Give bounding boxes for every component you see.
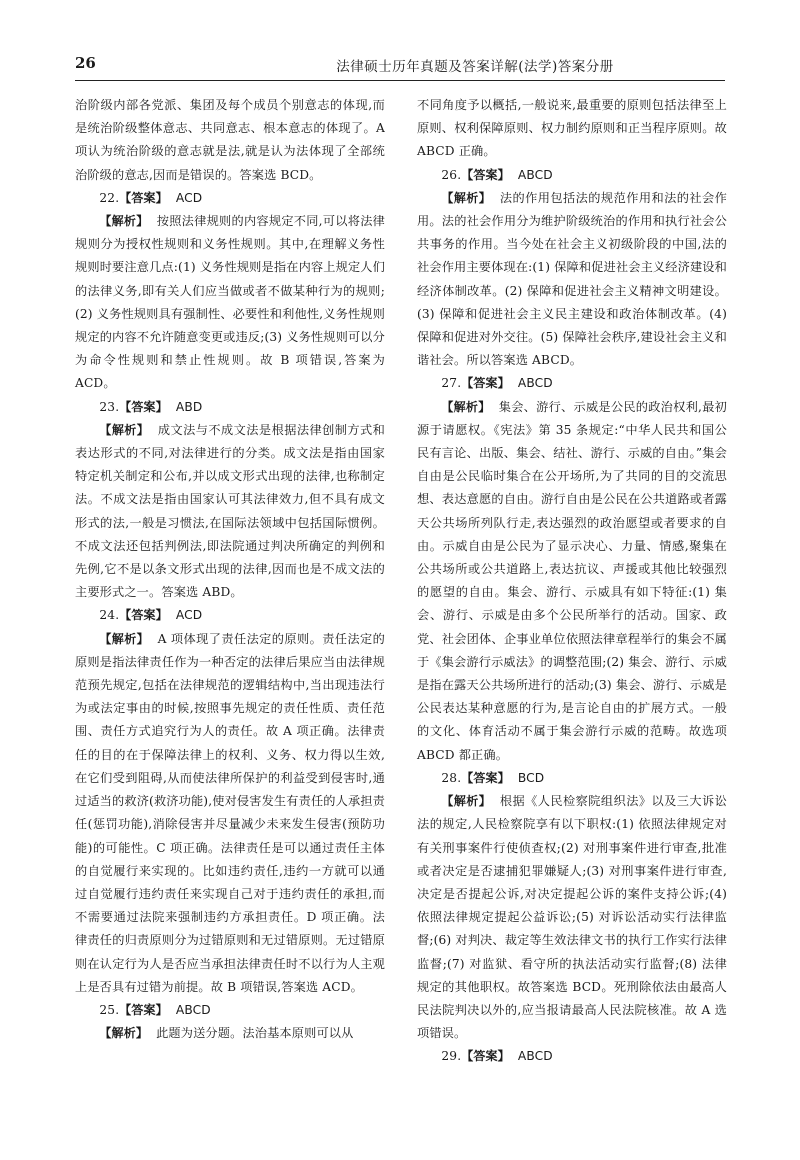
explanation-label: 【解析】	[99, 214, 149, 229]
explanation-27	[417, 396, 727, 767]
explanation-label: 【解析】	[99, 1026, 148, 1041]
answer-line-22: 22.【答案】 ACD	[99, 190, 203, 205]
answer-line-24: 24.【答案】 ACD	[99, 608, 203, 623]
answer-label: 【答案】	[461, 376, 510, 391]
explanation-22	[75, 210, 385, 396]
explanation-text: A 项体现了责任法定的原则。责任法定的原则是指法律责任作为一种否定的法律后果应当由法律规范预先规定,包括在法律规范的逻辑结构中,当出现违法行为或法定事由的时候,按照事先规定的责任性质、责任范围、责任方式追究行为人的责任。故 A 项正确。法律责任的目的在于保障法律上的权利、义务、权力得以生效,在它们受到阻碍,从而使法律所保护的利益受到侵害时,通过适当的救济(救济功能),使对侵害发生有责任的人承担责任(惩罚功能),消除侵害并尽量减少未来发生侵害(预防功能)的可能性。C 项正确。法律责任是可以通过责任主体的自觉履行来实现的。比如违约责任,违约一方就可以通过自觉履行违约责任来实现自己对于违约责任的承担,而不需要通过法院来强制违约方承担责任。D 项正确。法律责任的归责原则分为过错原则和无过错原则。无过错原则在认定行为人是否应当承担法律责任时不以行为人主观上是否具有过错为前提。故 B 项错误,答案选 ACD。	[75, 631, 385, 994]
explanation-label: 【解析】	[441, 399, 491, 414]
answer-label: 【答案】	[119, 190, 168, 205]
explanation-label: 【解析】	[99, 631, 150, 646]
answer-value: ACD	[175, 608, 203, 623]
explanation-26	[417, 187, 727, 373]
explanation-text: 此题为送分题。法治基本原则可以从	[156, 1026, 354, 1041]
answer-label: 【答案】	[119, 608, 168, 623]
explanation-28	[417, 790, 727, 1045]
right-column	[417, 94, 727, 1069]
answer-value: ABCD	[517, 376, 553, 391]
answer-value: ABCD	[517, 1049, 553, 1064]
explanation-23	[75, 419, 385, 605]
explanation-label: 【解析】	[441, 794, 492, 809]
left-column	[75, 94, 385, 1045]
answer-label: 【答案】	[461, 1049, 510, 1064]
explanation-text: 按照法律规则的内容规定不同,可以将法律规则分为授权性规则和义务性规则。其中,在理解义务性规则时要注意几点:(1) 义务性规则是指在内容上规定人们的法律义务,即有关人们应当做或者不做某种行为的规则;(2) 义务性规则具有强制性、必要性和利他性,义务性规则规定的内容不允许随意变更或违反;(3) 义务性规则可以分为命令性规则和禁止性规则。故 B 项错误,答案为 ACD。	[75, 214, 385, 391]
explanation-text: 成文法与不成文法是根据法律创制方式和表达形式的不同,对法律进行的分类。成文法是指由国家特定机关制定和公布,并以成文形式出现的法律,也称制定法。不成文法是指由国家认可其法律效力,但不具有成文形式的法,一般是习惯法,在国际法领域中包括国际惯例。不成文法还包括判例法,即法院通过判决所确定的判例和先例,它不是以条文形式出现的法律,因而也是不成文法的主要形式之一。答案选 ABD。	[75, 422, 385, 600]
answer-line-28: 28.【答案】 BCD	[441, 770, 545, 785]
answer-label: 【答案】	[461, 770, 510, 785]
answer-label: 【答案】	[119, 1002, 168, 1017]
continued-paragraph: 不同角度予以概括,一般说来,最重要的原则包括法律至上原则、权利保障原则、权力制约原则和正当程序原则。故 ABCD 正确。	[417, 98, 727, 159]
running-title: 法律硕士历年真题及答案详解(法学)答案分册	[336, 59, 614, 75]
answer-line-23: 23.【答案】 ABD	[99, 399, 203, 414]
explanation-text: 法的作用包括法的规范作用和法的社会作用。法的社会作用分为维护阶级统治的作用和执行社会公共事务的作用。当今处在社会主义初级阶段的中国,法的社会作用主要体现在:(1) 保障和促进社会主义经济建设和经济体制改革。(2) 保障和促进社会主义精神文明建设。(3) 保障和促进社会主义民主建设和政治体制改革。(4) 保障和促进对外交往。(5) 保障社会秩序,建设社会主义和谐社会。所以答案选 ABCD。	[417, 190, 727, 368]
continued-paragraph: 治阶级内部各党派、集团及每个成员个别意志的体现,而是统治阶级整体意志、共同意志、根本意志的体现了。A 项认为统治阶级的意志就是法,就是认为法体现了全部统治阶级的意志,因而是错误的。答案选 BCD。	[75, 98, 385, 182]
explanation-label: 【解析】	[99, 422, 150, 437]
explanation-text: 根据《人民检察院组织法》以及三大诉讼法的规定,人民检察院享有以下职权:(1) 依照法律规定对有关刑事案件行使侦查权;(2) 对刑事案件进行审查,批准或者决定是否逮捕犯罪嫌疑人;(3) 对刑事案件进行审查,决定是否提起公诉,对决定提起公诉的案件支持公诉;(4) 依照法律规定提起公益诉讼;(5) 对诉讼活动实行法律监督;(6) 对判决、裁定等生效法律文书的执行工作实行法律监督;(7) 对监狱、看守所的执法活动实行监督;(8) 法律规定的其他职权。故答案选 BCD。死刑除依法由最高人民法院判决以外的,应当报请最高人民法院核准。故 A 选项错误。	[417, 794, 727, 1041]
answer-line-25: 25.【答案】 ABCD	[99, 1002, 211, 1017]
answer-value: BCD	[517, 770, 545, 785]
answer-label: 【答案】	[119, 399, 168, 414]
answer-value: ABCD	[517, 167, 553, 182]
header-rule	[75, 80, 725, 81]
answer-line-26: 26.【答案】 ABCD	[441, 167, 553, 182]
explanation-24	[75, 628, 385, 999]
answer-value: ABCD	[175, 1002, 211, 1017]
answer-value: ACD	[175, 190, 203, 205]
answer-line-29: 29.【答案】 ABCD	[441, 1049, 553, 1064]
page-number: 26	[75, 54, 96, 72]
explanation-label: 【解析】	[441, 190, 492, 205]
answer-value: ABD	[175, 399, 203, 414]
answer-label: 【答案】	[461, 167, 510, 182]
explanation-text: 集会、游行、示威是公民的政治权利,最初源于请愿权。《宪法》第 35 条规定:“中华人民共和国公民有言论、出版、集会、结社、游行、示威的自由。”集会自由是公民临时集合在公开场所,为了共同的目的交流思想、表达意愿的自由。游行自由是公民在公共道路或者露天公共场所列队行走,表达强烈的政治愿望或者要求的自由。示威自由是公民为了显示决心、力量、情感,聚集在公共场所或公共道路上,表达抗议、声援或其他比较强烈的愿望的自由。集会、游行、示威具有如下特征:(1) 集会、游行、示威是由多个公民所举行的活动。国家、政党、社会团体、企事业单位依照法律章程举行的集会不属于《集会游行示威法》的调整范围;(2) 集会、游行、示威是指在露天公共场所进行的活动;(3) 集会、游行、示威是公民表达某种意愿的行为,是言论自由的扩展方式。一般的文化、体育活动不属于集会游行示威的范畴。故选项 ABCD 都正确。	[417, 399, 727, 762]
explanation-25	[75, 1022, 385, 1045]
page-header	[75, 52, 725, 78]
answer-line-27: 27.【答案】 ABCD	[441, 376, 553, 391]
